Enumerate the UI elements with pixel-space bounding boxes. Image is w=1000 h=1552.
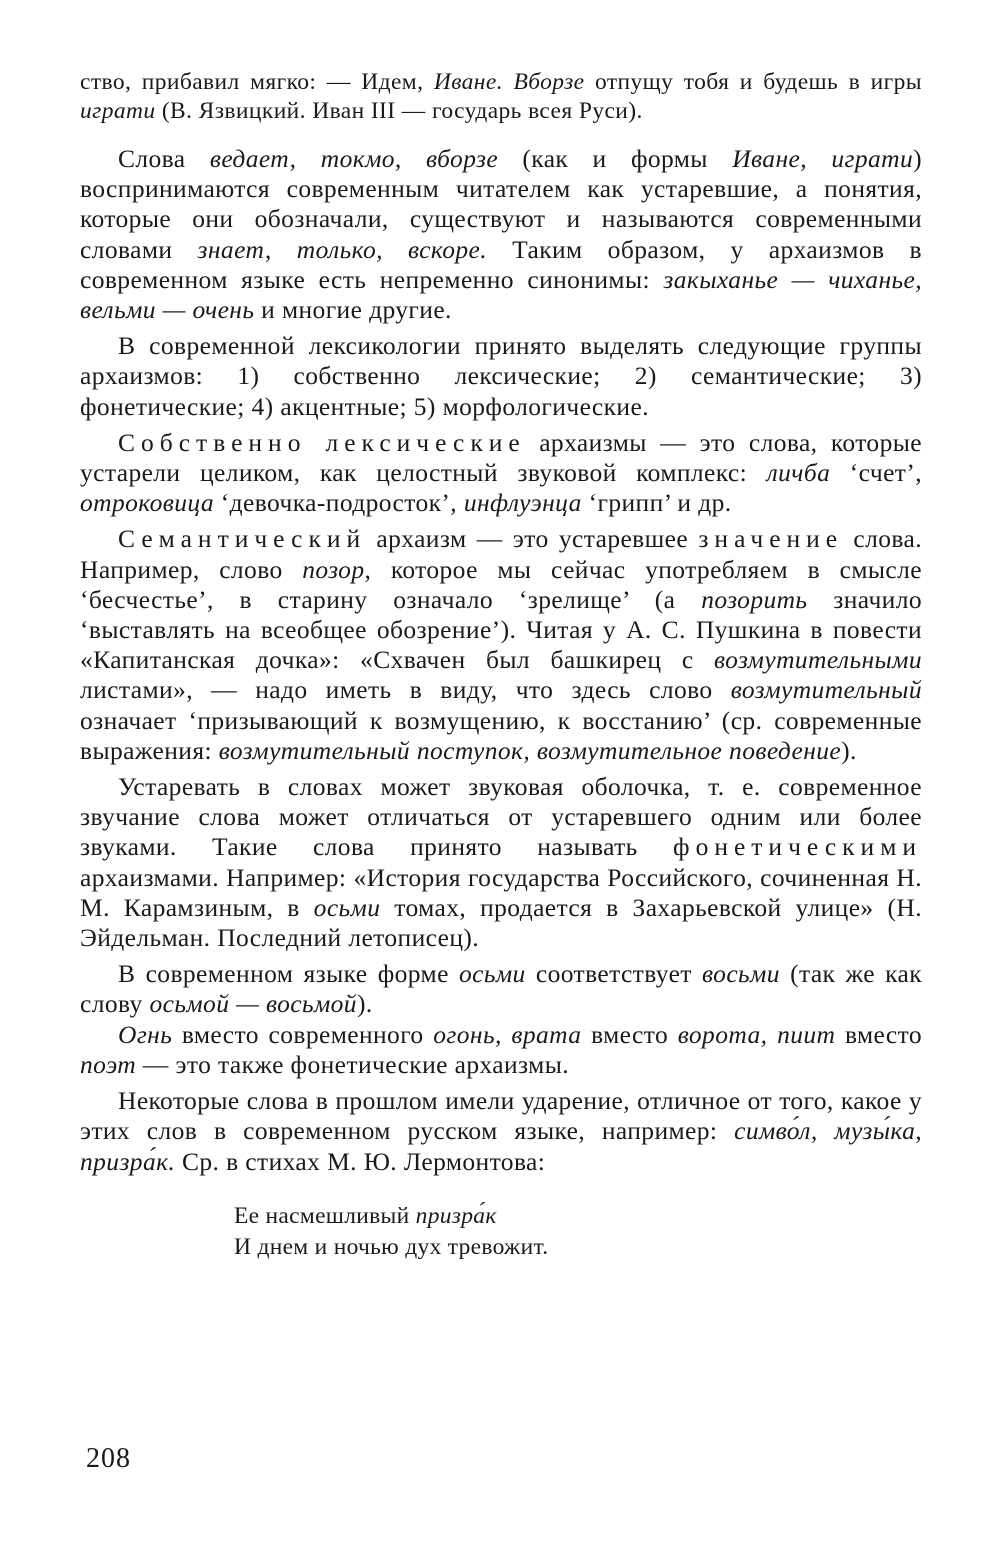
paragraph-archaism-groups bbox=[80, 331, 922, 422]
text-run: и многие другие. bbox=[254, 295, 452, 325]
italic-term: Иване. Вборзе bbox=[433, 69, 585, 95]
italic-term: огонь, врата bbox=[433, 1019, 582, 1049]
text-run: Таким образом, у архаизмов в современном языке есть непременно синонимы: bbox=[80, 234, 922, 294]
italic-term: ворота, пиит bbox=[677, 1019, 836, 1049]
italic-term: восьми bbox=[702, 959, 780, 989]
paragraph-phonetic-archaisms bbox=[80, 772, 922, 953]
text-run: (так же как слову bbox=[80, 959, 923, 1019]
text-run: слова. Например, слово bbox=[80, 524, 922, 584]
text-run: Слова bbox=[118, 144, 210, 173]
text-run: листами», — надо иметь в виду, что здесь слово bbox=[80, 675, 731, 705]
poem-line-1: Ее насмешливый bbox=[234, 1202, 416, 1229]
text-run: ) воспринимаются современным читателем как устаревшие, а понятия, которые они обозначали, существуют и называются современными словами bbox=[80, 144, 922, 264]
italic-term: позорить bbox=[701, 584, 808, 614]
italic-term: инфлуэнца bbox=[463, 488, 582, 518]
italic-term: возмутительный поступок, возмутительное поведение bbox=[218, 735, 842, 765]
page-body bbox=[80, 68, 922, 1263]
text-run: вместо современного bbox=[172, 1019, 434, 1049]
text-run: томах, продается в Захарьевской улице» (Н. Эйдельман. Последний летописец). bbox=[80, 892, 922, 953]
text-run: Устаревать в словах может звуковая оболочка, т. е. современное звучание слова может отличаться от устаревшего одним или более звуками. Такие слова принято называть bbox=[80, 772, 922, 862]
text-run: архаизмы — это слова, которые устарели целиком, как целостный звуковой комплекс: bbox=[80, 427, 922, 488]
text-run: вместо bbox=[581, 1019, 678, 1049]
text-run: ство, прибавил мягко: — Идем, bbox=[80, 69, 434, 95]
page-number: 208 bbox=[86, 1443, 131, 1474]
text-run: ). bbox=[356, 989, 373, 1019]
spaced-term: Собственно лексические bbox=[118, 427, 526, 457]
text-run: ). bbox=[841, 735, 857, 765]
poem-quote bbox=[234, 1201, 922, 1263]
paragraph-phonetic-examples bbox=[80, 1020, 922, 1080]
text-run: , которое мы сейчас употребляем в смысле ‘бесчестье’, в старину означало ‘зрелище’ (а bbox=[80, 554, 922, 614]
italic-term: осьми bbox=[458, 959, 526, 989]
italic-term: отроковица bbox=[80, 488, 215, 518]
spaced-term: значение bbox=[698, 524, 844, 554]
text-run: соответствует bbox=[525, 959, 703, 989]
text-run: (В. Язвицкий. Иван III — государь всея Руси). bbox=[155, 98, 643, 124]
text-run: вместо bbox=[835, 1019, 922, 1049]
text-run: архаизм — это устаревшее bbox=[366, 524, 699, 554]
paragraph-archaisms-synonyms bbox=[80, 144, 922, 325]
italic-term: осьми bbox=[313, 892, 381, 922]
italic-term: поэт bbox=[80, 1049, 137, 1079]
spaced-term: фонетическими bbox=[673, 832, 922, 862]
text-run: значило ‘выставлять на всеобщее обозрение’). Читая у А. С. Пушкина в повести «Капитанская дочка»: «Схвачен был башкирец с bbox=[80, 584, 922, 675]
text-run: архаизмами. Например: «История государства Российского, сочиненная Н. М. Карамзиным, в bbox=[80, 862, 922, 922]
paragraph-accent-archaisms bbox=[80, 1086, 922, 1177]
paragraph-lexical-archaisms bbox=[80, 428, 922, 519]
text-run: означает ‘призывающий к возмущению, к восстанию’ (ср. современные выражения: bbox=[80, 705, 922, 765]
italic-term: закыханье — чиханье, вельми — очень bbox=[80, 264, 922, 325]
text-run: Ср. в стихах М. Ю. Лермонтова: bbox=[175, 1146, 546, 1176]
italic-term: Огнь bbox=[118, 1019, 173, 1049]
text-run: В современной лексикологии принято выделять следующие группы архаизмов: 1) собственно лексические; 2) семантические; 3) фонетические; 4) акцентные; 5) морфологические. bbox=[80, 331, 922, 421]
text-run: ‘счет’, bbox=[830, 458, 923, 488]
text-run: (как и формы bbox=[498, 144, 733, 173]
italic-term: возмутительными bbox=[714, 645, 922, 675]
paragraph-semantic-archaisms bbox=[80, 524, 922, 766]
italic-term: позор bbox=[302, 554, 365, 584]
text-run: отпущу тобя и будешь в игры bbox=[584, 69, 922, 95]
poem-line-1-italic: призра́к bbox=[415, 1202, 497, 1229]
italic-term: играти bbox=[80, 98, 156, 124]
italic-term: возмутительный bbox=[730, 675, 922, 705]
quote-paragraph bbox=[80, 68, 922, 126]
paragraph-osmi-vosmi bbox=[80, 959, 922, 1019]
text-run: ‘грипп’ и др. bbox=[581, 488, 732, 518]
text-run: В современном языке форме bbox=[118, 959, 459, 989]
italic-term: Иване, играти bbox=[732, 144, 914, 173]
spaced-term: Семантический bbox=[118, 524, 367, 554]
text-run: Некоторые слова в прошлом имели ударение, отличное от того, какое у этих слов в современном русском языке, например: bbox=[80, 1086, 922, 1146]
italic-term: ведает, токмо, вборзе bbox=[209, 144, 499, 173]
poem-line-2: И днем и ночью дух тревожит. bbox=[234, 1233, 549, 1260]
italic-term: осьмой — восьмой bbox=[149, 989, 357, 1019]
italic-term: знает, только, вскоре. bbox=[197, 234, 488, 264]
text-run: — это также фонетические архаизмы. bbox=[136, 1049, 570, 1079]
italic-term: личба bbox=[766, 458, 831, 488]
italic-term: симво́л, музы́ка, призра́к. bbox=[80, 1116, 922, 1176]
text-run: ‘девочка-подросток’, bbox=[214, 488, 464, 518]
